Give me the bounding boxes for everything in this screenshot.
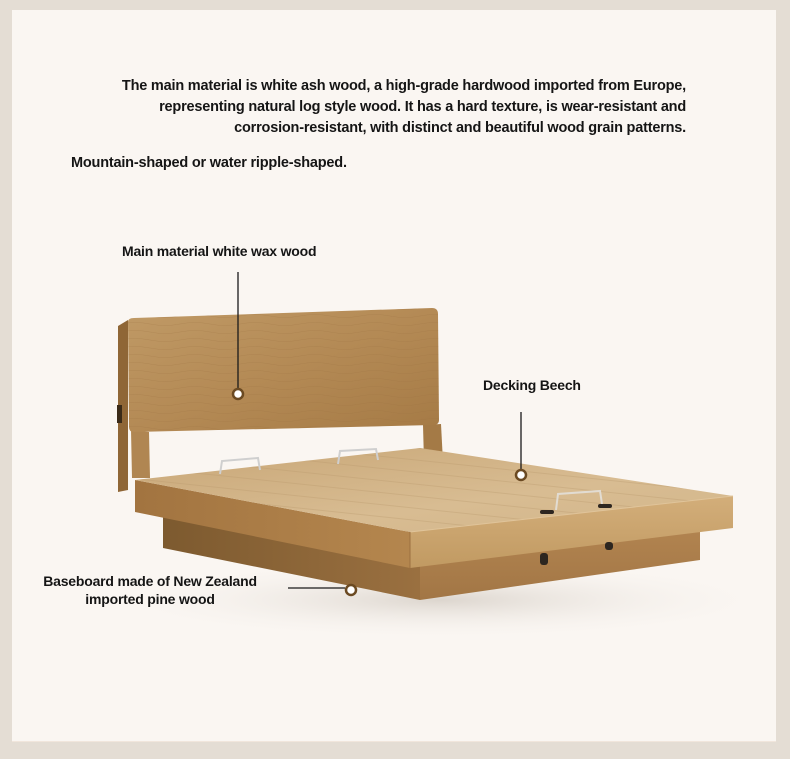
headboard-callout-label: Main material white wax wood bbox=[122, 243, 317, 259]
headboard-marker bbox=[233, 389, 243, 399]
baseboard-label-line-2: imported pine wood bbox=[85, 591, 215, 607]
description-line-3: corrosion-resistant, with distinct and beautiful wood grain patterns. bbox=[234, 120, 686, 136]
grain-shape-note: Mountain-shaped or water ripple-shaped. bbox=[71, 155, 347, 171]
baseboard-callout-label bbox=[38, 572, 262, 608]
baseboard-label-line-1: Baseboard made of New Zealand bbox=[43, 573, 257, 589]
decking-marker bbox=[516, 470, 526, 480]
baseboard-marker bbox=[346, 585, 356, 595]
description-line-1: The main material is white ash wood, a high-grade hardwood imported from Europe, bbox=[121, 78, 686, 94]
description-line-2: representing natural log style wood. It has a hard texture, is wear-resistant and bbox=[159, 99, 686, 115]
decking-callout-label: Decking Beech bbox=[483, 377, 581, 393]
